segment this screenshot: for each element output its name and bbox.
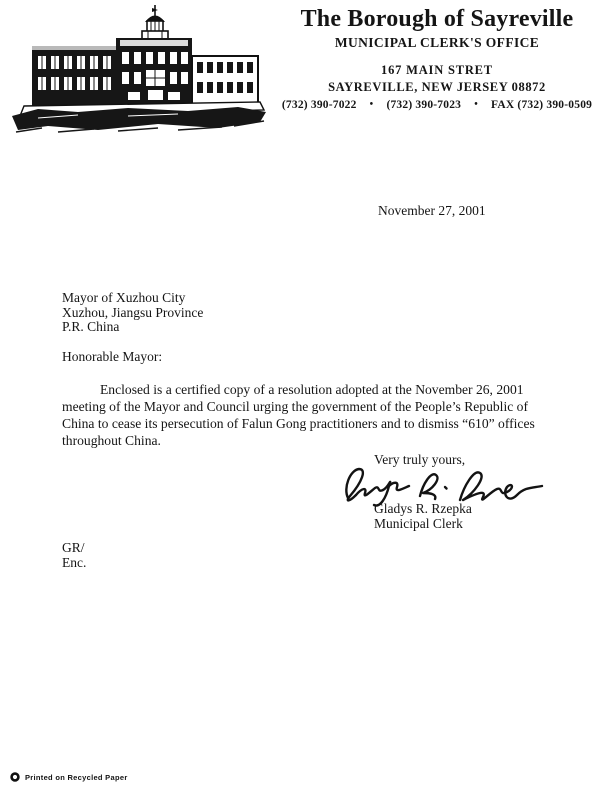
- enclosure-notation: Enc.: [62, 554, 87, 570]
- letter-body: Enclosed is a certified copy of a resolution adopted at the November 26, 2001 meeting of the Mayor and Council urging the government of the People’s Republic of China to cease its persecution of Falun Gong practitioners and to dismiss “610” offices throughout China.: [62, 382, 535, 448]
- phone-number-2: (732) 390-7023: [386, 99, 462, 111]
- recycled-paper-text: Printed on Recycled Paper: [25, 772, 128, 782]
- bullet-separator: •: [369, 99, 374, 110]
- municipal-building-illustration: [8, 4, 274, 136]
- letterhead: [278, 6, 596, 112]
- signer-title: Municipal Clerk: [374, 516, 463, 531]
- reference-initials: GR/: [62, 540, 85, 555]
- recycled-paper-note: [10, 772, 128, 782]
- recipient-line: P.R. China: [62, 319, 120, 334]
- office-name: MUNICIPAL CLERK'S OFFICE: [334, 35, 540, 50]
- reference-block: [62, 541, 86, 570]
- recipient-line: Xuzhou, Jiangsu Province: [62, 304, 204, 320]
- address-line2: SAYREVILLE, NEW JERSEY 08872: [328, 80, 546, 94]
- phone-number-1: (732) 390-7022: [281, 99, 357, 111]
- recycle-icon: [10, 772, 20, 782]
- salutation: Honorable Mayor:: [62, 349, 163, 364]
- recipient-line: Mayor of Xuzhou City: [62, 290, 186, 305]
- phone-line: [278, 98, 596, 112]
- address-line1: 167 MAIN STRET: [381, 63, 493, 77]
- date-line: November 27, 2001: [378, 203, 486, 218]
- signer-name: Gladys R. Rzepka: [374, 501, 472, 516]
- closing-phrase: Very truly yours,: [374, 452, 466, 467]
- bullet-separator: •: [474, 99, 478, 110]
- org-name: The Borough of Sayreville: [300, 6, 574, 32]
- recipient-address: [62, 291, 203, 335]
- fax-number: FAX (732) 390-0509: [490, 99, 593, 111]
